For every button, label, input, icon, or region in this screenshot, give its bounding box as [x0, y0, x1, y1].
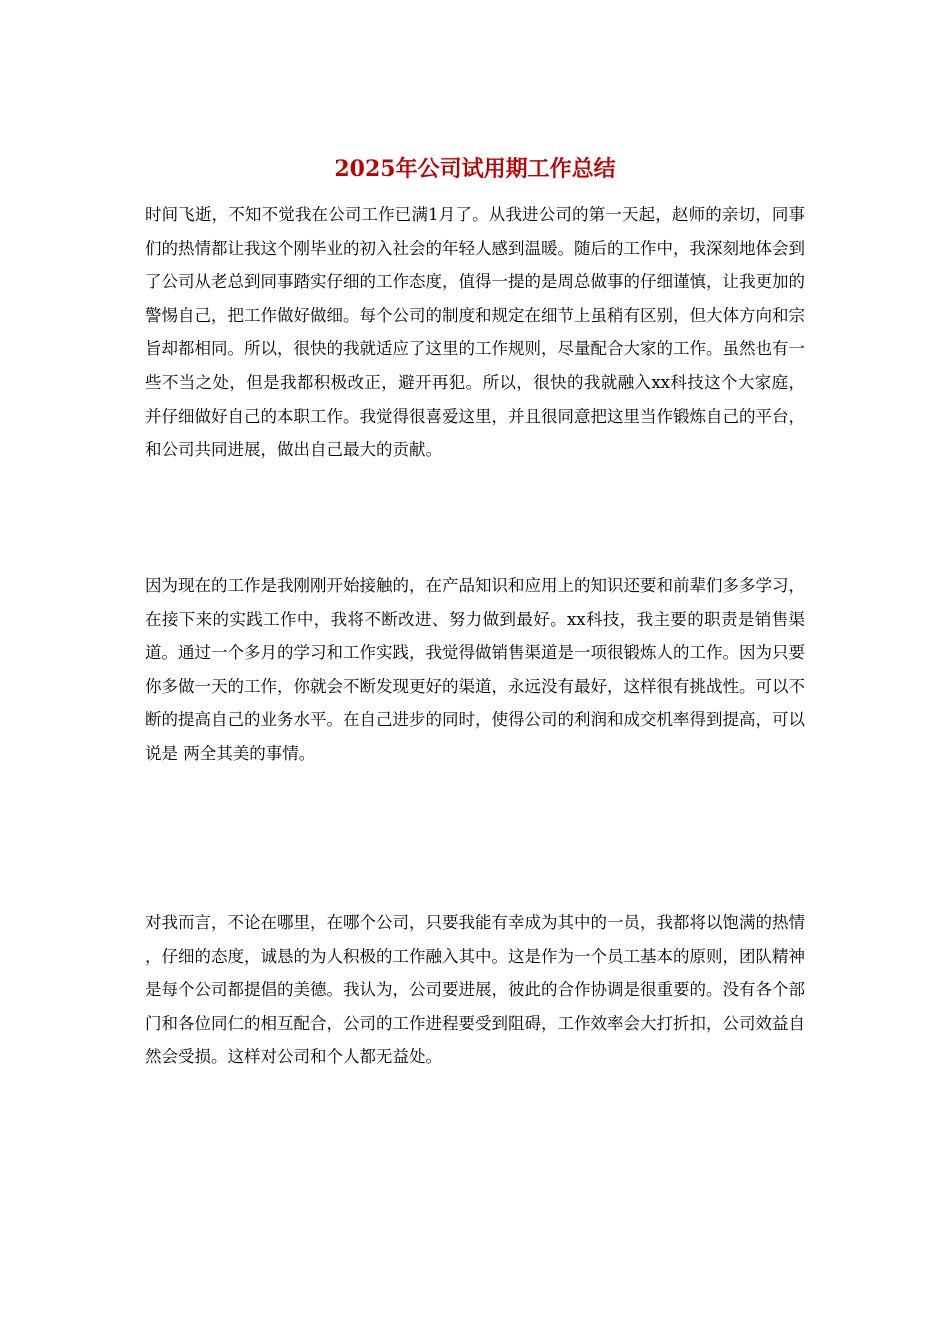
paragraph-2: 因为现在的工作是我刚刚开始接触的，在产品知识和应用上的知识还要和前辈们多多学习，在接下来的实践工作中，我将不断改进、努力做到最好。xx科技，我主要的职责是销售渠道。通过一个多月的学习和工作实践，我觉得做销售渠道是一项很锻炼人的工作。因为只要你多做一天的工作，你就会不断发现更好的渠道，永远没有最好，这样很有挑战性。可以不断的提高自己的业务水平。在自己进步的同时，使得公司的利润和成交机率得到提高，可以说是 两全其美的事情。	[145, 576, 805, 763]
document-title: 2025年公司试用期工作总结	[334, 156, 616, 182]
paragraph-3: 对我而言，不论在哪里，在哪个公司，只要我能有幸成为其中的一员，我都将以饱满的热情，仔细的态度，诚恳的为人积极的工作融入其中。这是作为一个员工基本的原则，团队精神是每个公司都提倡的美德。我认为，公司要进展，彼此的合作协调是很重要的。没有各个部门和各位同仁的相互配合，公司的工作进程要受到阻碍，工作效率会大打折扣，公司效益自然会受损。这样对公司和个人都无益处。	[145, 913, 805, 1067]
paragraph-1: 时间飞逝，不知不觉我在公司工作已满1月了。从我进公司的第一天起，赵师的亲切，同事们的热情都让我这个刚毕业的初入社会的年轻人感到温暖。随后的工作中，我深刻地体会到了公司从老总到同事踏实仔细的工作态度，值得一提的是周总做事的仔细谨慎，让我更加的警惕自己，把工作做好做细。每个公司的制度和规定在细节上虽稍有区别，但大体方向和宗旨却都相同。所以，很快的我就适应了这里的工作规则，尽量配合大家的工作。虽然也有一些不当之处，但是我都积极改正，避开再犯。所以，很快的我就融入xx科技这个大家庭，并仔细做好自己的本职工作。我觉得很喜爱这里，并且很同意把这里当作锻炼自己的平台，和公司共同进展，做出自己最大的贡献。	[145, 205, 805, 460]
